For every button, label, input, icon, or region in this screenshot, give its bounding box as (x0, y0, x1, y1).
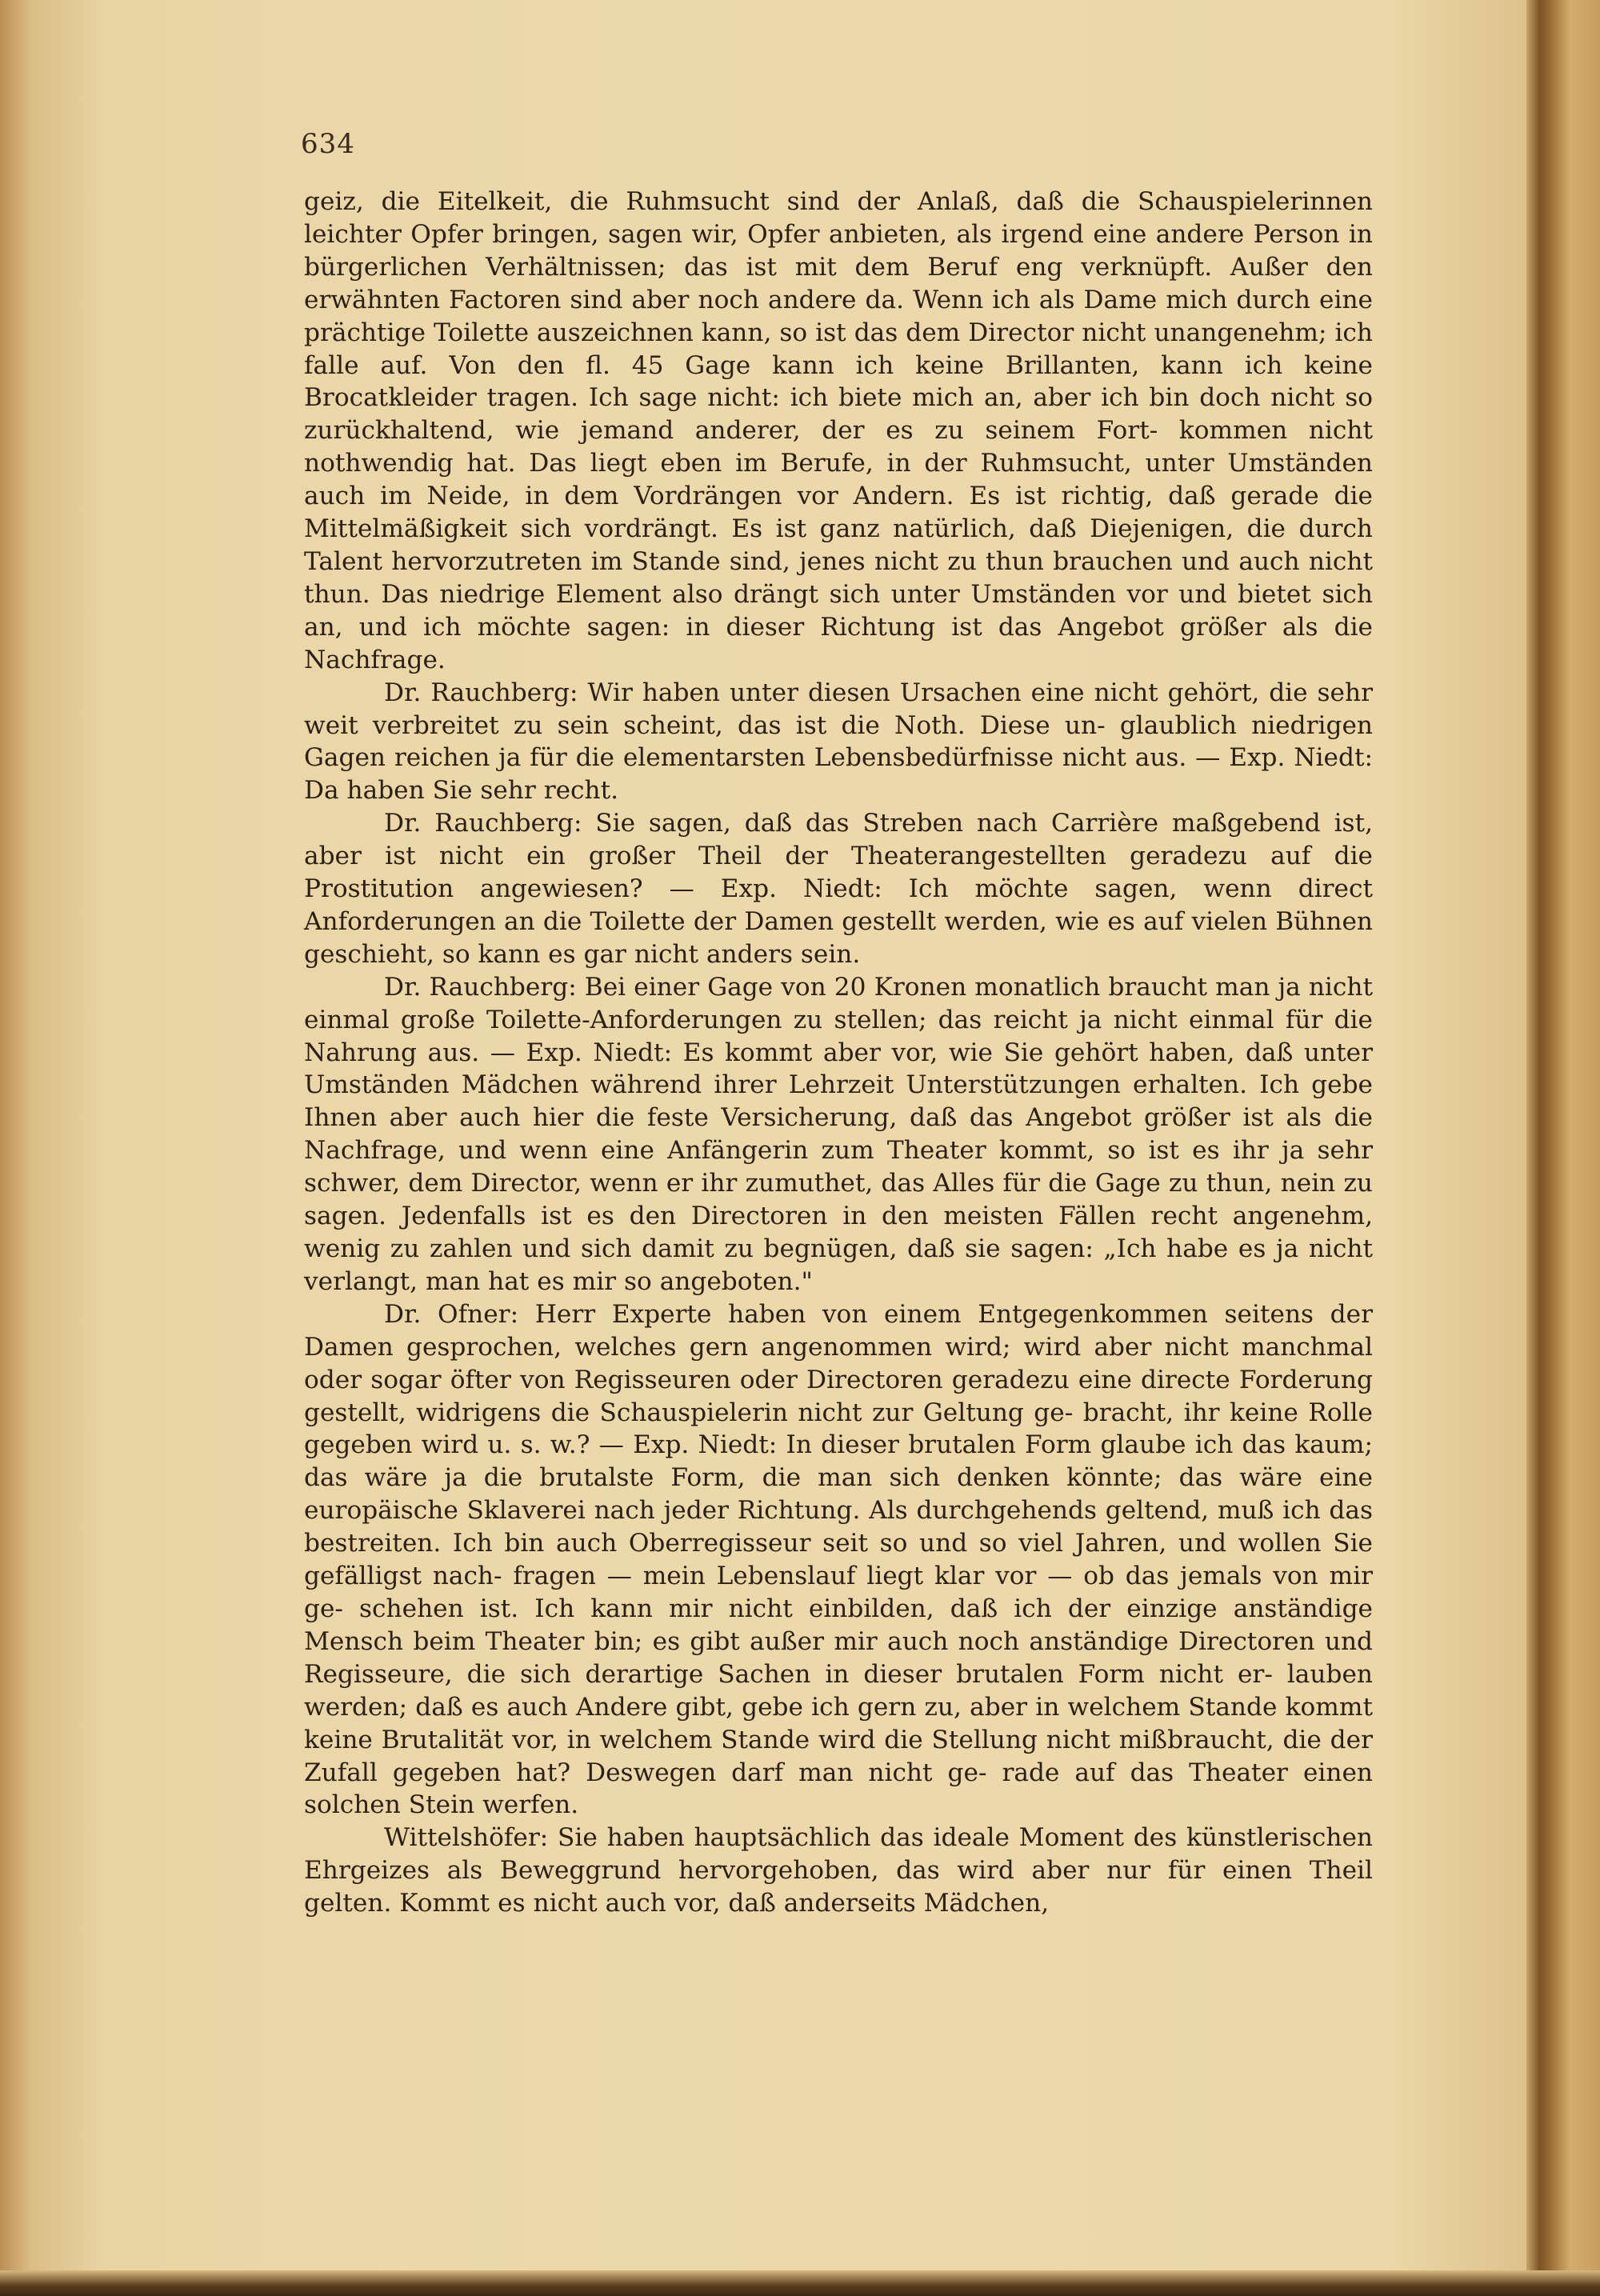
paragraph: geiz, die Eitelkeit, die Ruhmsucht sind der Anlaß, daß die Schauspielerinnen leichter Opfer bringen, sagen wir, Opfer anbieten, als irgend eine andere Person in bürgerlichen Verhältnissen; das ist mit dem Beruf eng verknüpft. Außer den erwähnten Factoren sind aber noch andere da. Wenn ich als Dame mich durch eine prächtige Toilette auszeichnen kann, so ist das dem Director nicht unangenehm; ich falle auf. Von den fl. 45 Gage kann ich keine Brillanten, kann ich keine Brocatkleider tragen. Ich sage nicht: ich biete mich an, aber ich bin doch nicht so zurückhaltend, wie jemand anderer, der es zu seinem Fort- kommen nicht nothwendig hat. Das liegt eben im Berufe, in der Ruhmsucht, unter Umständen auch im Neide, in dem Vordrängen vor Andern. Es ist richtig, daß gerade die Mittelmäßigkeit sich vordrängt. Es ist ganz natürlich, daß Diejenigen, die durch Talent hervorzutreten im Stande sind, jenes nicht zu thun brauchen und auch nicht thun. Das niedrige Element also drängt sich unter Umständen vor und bietet sich an, und ich möchte sagen: in dieser Richtung ist das Angebot größer als die Nachfrage. (304, 187, 1373, 674)
paragraph: Dr. Rauchberg: Bei einer Gage von 20 Kronen monatlich braucht man ja nicht einmal große Toilette-Anforderungen zu stellen; das reicht ja nicht einmal für die Nahrung aus. — Exp. Niedt: Es kommt aber vor, wie Sie gehört haben, daß unter Umständen Mädchen während ihrer Lehrzeit Unterstützungen erhalten. Ich gebe Ihnen aber auch hier die feste Versicherung, daß das Angebot größer ist als die Nachfrage, und wenn eine Anfängerin zum Theater kommt, so ist es ihr ja sehr schwer, dem Director, wenn er ihr zumuthet, das Alles für die Gage zu thun, nein zu sagen. Jedenfalls ist es den Directoren in den meisten Fällen recht angenehm, wenig zu zahlen und sich damit zu begnügen, daß sie sagen: „Ich habe es ja nicht verlangt, man hat es mir so angeboten." (304, 972, 1373, 1296)
page-number: 634 (301, 128, 355, 160)
page-bottom-edge (0, 2270, 1600, 2296)
body-text (304, 186, 1373, 1920)
paragraph: Dr. Rauchberg: Wir haben unter diesen Ursachen eine nicht gehört, die sehr weit verbreitet zu sein scheint, das ist die Noth. Diese un- glaublich niedrigen Gagen reichen ja für die elementarsten Lebensbedürfnisse nicht aus. — Exp. Niedt: Da haben Sie sehr recht. (304, 678, 1373, 806)
book-binding (1526, 0, 1600, 2296)
paragraph: Dr. Rauchberg: Sie sagen, daß das Streben nach Carrière maßgebend ist, aber ist nicht ein großer Theil der Theaterangestellten geradezu auf die Prostitution angewiesen? — Exp. Niedt: Ich möchte sagen, wenn direct Anforderungen an die Toilette der Damen gestellt werden, wie es auf vielen Bühnen geschieht, so kann es gar nicht anders sein. (304, 809, 1373, 969)
paragraph: Wittelshöfer: Sie haben hauptsächlich das ideale Moment des künstlerischen Ehrgeizes als Beweggrund hervorgehoben, das wird aber nur für einen Theil gelten. Kommt es nicht auch vor, daß anderseits Mädchen, (304, 1823, 1373, 1918)
page-left-edge (0, 0, 34, 2296)
paragraph: Dr. Ofner: Herr Experte haben von einem Entgegenkommen seitens der Damen gesprochen, welches gern angenommen wird; wird aber nicht manchmal oder sogar öfter von Regisseuren oder Directoren geradezu eine directe Forderung gestellt, widrigens die Schauspielerin nicht zur Geltung ge- bracht, ihr keine Rolle gegeben wird u. s. w.? — Exp. Niedt: In dieser brutalen Form glaube ich das kaum; das wäre ja die brutalste Form, die man sich denken könnte; das wäre eine europäische Sklaverei nach jeder Richtung. Als durchgehends geltend, muß ich das bestreiten. Ich bin auch Oberregisseur seit so und so viel Jahren, und wollen Sie gefälligst nach- fragen — mein Lebenslauf liegt klar vor — ob das jemals von mir ge- schehen ist. Ich kann mir nicht einbilden, daß ich der einzige anständige Mensch beim Theater bin; es gibt außer mir auch noch anständige Directoren und Regisseure, die sich derartige Sachen in dieser brutalen Form nicht er- lauben werden; daß es auch Andere gibt, gebe ich gern zu, aber in welchem Stande kommt keine Brutalität vor, in welchem Stande wird die Stellung nicht mißbraucht, die der Zufall gegeben hat? Deswegen darf man nicht ge- rade auf das Theater einen solchen Stein werfen. (304, 1299, 1373, 1820)
